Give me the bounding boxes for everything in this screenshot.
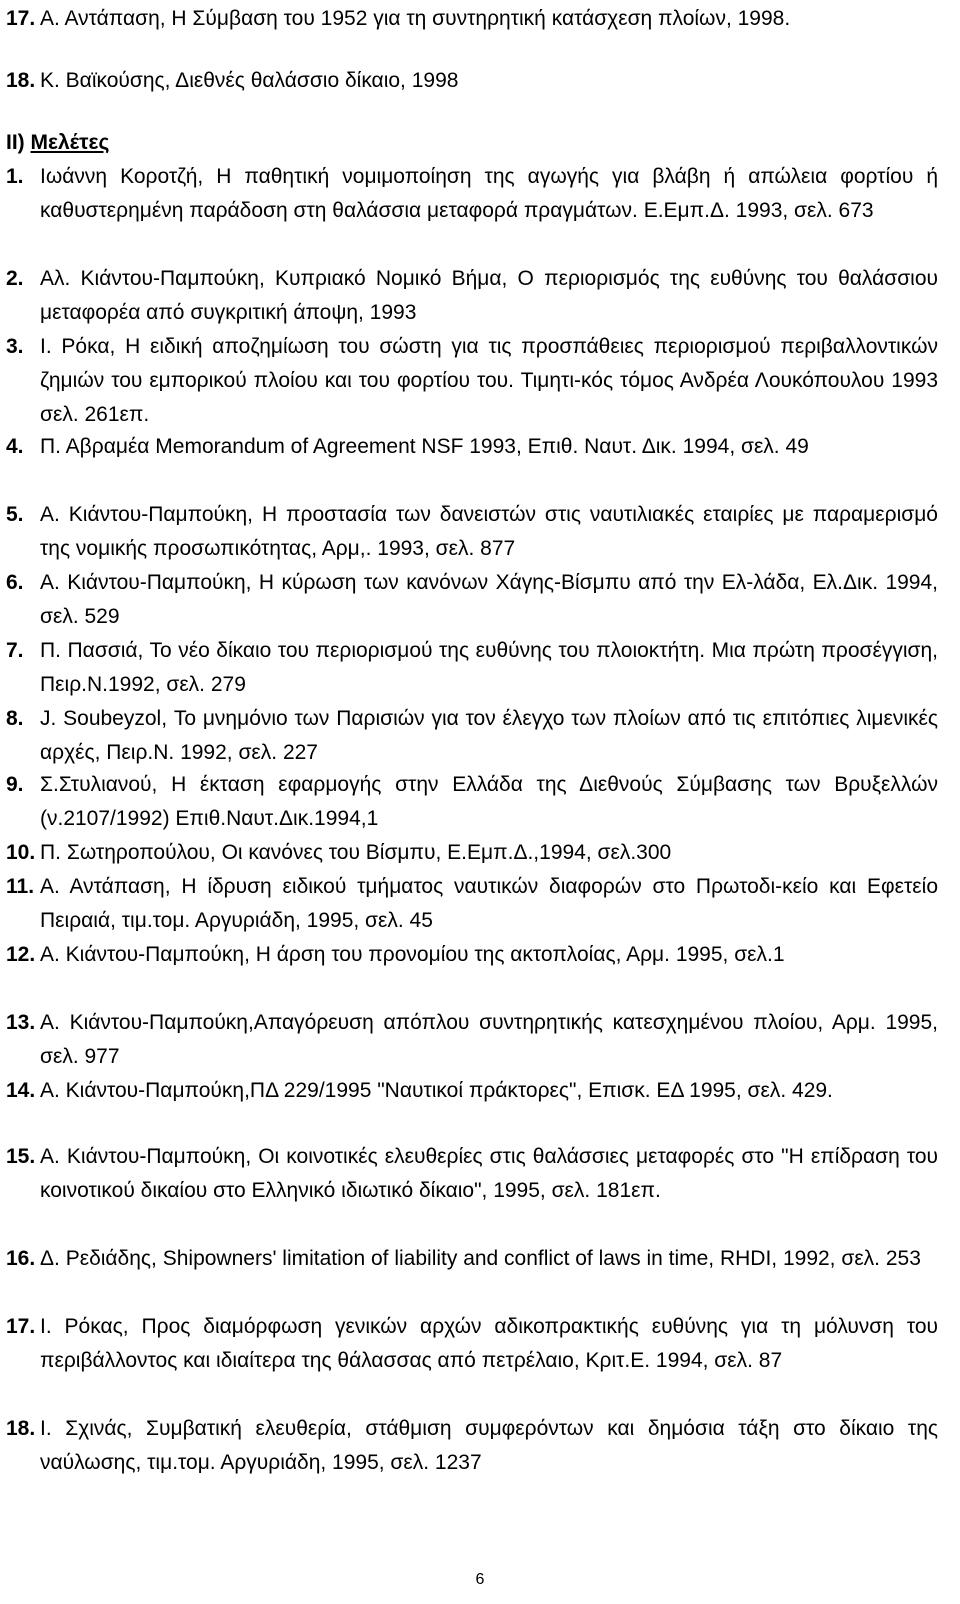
item-number: 4. (6, 435, 24, 458)
item-text: Α. Κιάντου-Παμπούκη, Η κύρωση των κανόνων Χάγης-Βίσμπυ από την Ελ-λάδα, Ελ.Δικ. 1994, σελ. 529 (40, 571, 938, 628)
item-number: 13. (6, 1011, 36, 1034)
item-number: 1. (6, 165, 24, 188)
section-title: Μελέτες (30, 131, 110, 154)
item-number: 6. (6, 571, 24, 594)
item-text: Π. Αβραμέα Memorandum of Agreement NSF 1993, Επιθ. Ναυτ. Δικ. 1994, σελ. 49 (40, 435, 809, 458)
item-text: Κ. Βαϊκούσης, Διεθνές θαλάσσιο δίκαιο, 1998 (40, 69, 459, 92)
item-number: 17. (6, 7, 36, 30)
item-text: J. Soubeyzol, Το μνημόνιο των Παρισιών για τον έλεγχο των πλοίων από τις επιτόπιες λιμενικές αρχές, Πειρ.Ν. 1992, σελ. 227 (40, 707, 938, 764)
item-text: Σ.Στυλιανού, Η έκταση εφαρμογής στην Ελλάδα της Διεθνούς Σύμβασης των Βρυξελλών (ν.2107/1992) Επιθ.Ναυτ.Δικ.1994,1 (40, 773, 938, 830)
item-text: Α. Κιάντου-Παμπούκη,ΠΔ 229/1995 "Ναυτικοί πράκτορες", Επισκ. ΕΔ 1995, σελ. 429. (40, 1079, 833, 1102)
item-number: 11. (6, 875, 35, 898)
item-number: 16. (6, 1247, 36, 1270)
item-text: Α. Κιάντου-Παμπούκη, Η άρση του προνομίου της ακτοπλοίας, Αρμ. 1995, σελ.1 (40, 943, 785, 966)
item-text: Π. Σωτηροπούλου, Οι κανόνες του Βίσμπυ, Ε.Εμπ.Δ.,1994, σελ.300 (40, 841, 672, 864)
item-number: 8. (6, 707, 24, 730)
item-text: Αλ. Κιάντου-Παμπούκη, Κυπριακό Νομικό Βήμα, Ο περιορισμός της ευθύνης του θαλάσσιου μεταφορέα από συγκριτική άποψη, 1993 (40, 267, 938, 324)
item-number: 10. (6, 841, 36, 864)
item-number: 2. (6, 267, 24, 290)
item-text: Α. Κιάντου-Παμπούκη,Απαγόρευση απόπλου συντηρητικής κατεσχημένου πλοίου, Αρμ. 1995, σελ. 977 (40, 1011, 938, 1068)
item-text: Δ. Ρεδιάδης, Shipowners' limitation of liability and conflict of laws in time, RHDI, 1992, σελ. 253 (40, 1247, 921, 1270)
item-text: Ι. Ρόκας, Προς διαμόρφωση γενικών αρχών αδικοπρακτικής ευθύνης για τη μόλυνση του περιβάλλοντος και ιδιαίτερα της θάλασσας από πετρέλαιο, Κριτ.Ε. 1994, σελ. 87 (40, 1315, 938, 1372)
item-number: 5. (6, 503, 24, 526)
item-text: Α. Αντάπαση, Η Σύμβαση του 1952 για τη συντηρητική κατάσχεση πλοίων, 1998. (40, 7, 791, 30)
section-prefix: ΙΙ) (6, 131, 25, 154)
item-number: 15. (6, 1145, 36, 1168)
item-text: Ι. Ρόκα, Η ειδική αποζημίωση του σώστη για τις προσπάθειες περιορισμού περιβαλλοντικών ζημιών του εμπορικού πλοίου και του φορτίου του. Τιμητι-κός τόμος Ανδρέα Λουκόπουλου 1993 σελ. 261επ. (40, 335, 938, 426)
item-text: Α. Κιάντου-Παμπούκη, Η προστασία των δανειστών στις ναυτιλιακές εταιρίες με παραμερισμό της νομικής προσωπικότητας, Αρμ,. 1993, σελ. 877 (40, 503, 938, 560)
item-number: 14. (6, 1079, 36, 1102)
section-heading (6, 126, 906, 160)
item-text: Ιωάννη Κοροτζή, Η παθητική νομιμοποίηση της αγωγής για βλάβη ή απώλεια φορτίου ή καθυστερημένη παράδοση στη θαλάσσια μεταφορά πραγμάτων. Ε.Εμπ.Δ. 1993, σελ. 673 (40, 165, 938, 222)
item-text: Ι. Σχινάς, Συμβατική ελευθερία, στάθμιση συμφερόντων και δημόσια τάξη στο δίκαιο της ναύλωσης, τιμ.τομ. Αργυριάδη, 1995, σελ. 1237 (40, 1417, 938, 1474)
item-number: 12. (6, 943, 36, 966)
item-number: 9. (6, 773, 24, 796)
item-number: 17. (6, 1315, 36, 1338)
item-text: Π. Πασσιά, Το νέο δίκαιο του περιορισμού της ευθύνης του πλοιοκτήτη. Μια πρώτη προσέγγιση, Πειρ.Ν.1992, σελ. 279 (40, 639, 938, 696)
item-number: 7. (6, 639, 24, 662)
item-number: 18. (6, 1417, 36, 1440)
item-number: 3. (6, 335, 24, 358)
item-text: Α. Αντάπαση, Η ίδρυση ειδικού τμήματος ναυτικών διαφορών στο Πρωτοδι-κείο και Εφετείο Πειραιά, τιμ.τομ. Αργυριάδη, 1995, σελ. 45 (40, 875, 938, 932)
item-text: Α. Κιάντου-Παμπούκη, Οι κοινοτικές ελευθερίες στις θαλάσσιες μεταφορές στο "Η επίδραση του κοινοτικού δικαίου στο Ελληνικό ιδιωτικό δίκαιο", 1995, σελ. 181επ. (40, 1145, 938, 1202)
page-number: 6 (475, 1571, 485, 1588)
item-number: 18. (6, 69, 36, 92)
